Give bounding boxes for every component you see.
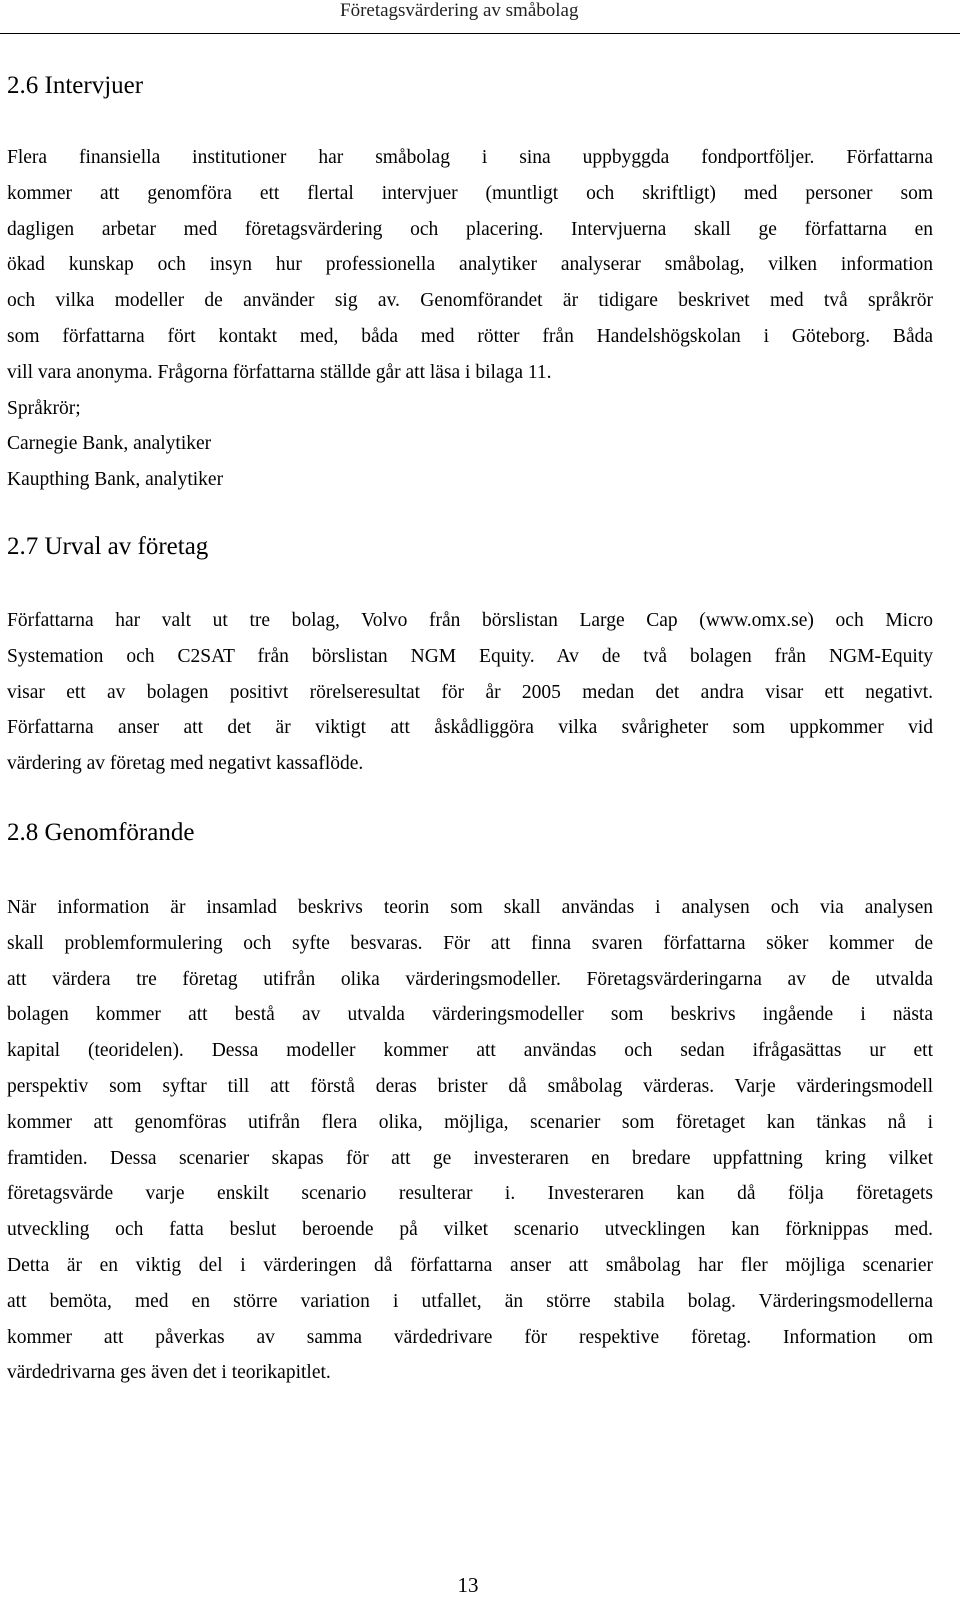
text-line: bolagen kommer att bestå av utvalda värderingsmodeller som beskrivs ingående i nästa <box>7 1004 933 1026</box>
section-heading-implementation: 2.8 Genomförande <box>7 819 195 846</box>
text-line: värdedrivarna ges även det i teorikapitlet. <box>7 1362 331 1384</box>
text-line: perspektiv som syftar till att förstå deras brister då småbolag värderas. Varje värderingsmodell <box>7 1075 933 1097</box>
header-divider <box>0 33 960 34</box>
text-line: att värdera tre företag utifrån olika värderingsmodeller. Företagsvärderingarna av de utvalda <box>7 968 933 990</box>
text-line: kapital (teoridelen). Dessa modeller kommer att användas och sedan ifrågasättas ur ett <box>7 1040 933 1062</box>
text-line: Detta är en viktig del i värderingen då författarna anser att småbolag har fler möjliga scenarier <box>7 1254 933 1276</box>
text-line: Systemation och C2SAT från börslistan NGM Equity. Av de två bolagen från NGM-Equity <box>7 645 933 667</box>
text-line: vill vara anonyma. Frågorna författarna ställde går att läsa i bilaga 11. <box>7 361 552 383</box>
list-item: Kaupthing Bank, analytiker <box>7 469 224 491</box>
text-line: framtiden. Dessa scenarier skapas för att ge investeraren en bredare uppfattning kring vilket <box>7 1147 933 1169</box>
text-line: och vilka modeller de använder sig av. Genomförandet är tidigare beskrivet med två språkrör <box>7 290 933 312</box>
running-header <box>0 0 960 23</box>
text-line: att bemöta, med en större variation i utfallet, än större stabila bolag. Värderingsmodellerna <box>7 1290 933 1312</box>
text-line: skall problemformulering och syfte besvaras. För att finna svaren författarna söker kommer de <box>7 932 933 954</box>
text-line: som författarna fört kontakt med, båda med rötter från Handelshögskolan i Göteborg. Båda <box>7 325 933 347</box>
paragraph-interviews <box>7 140 933 498</box>
list-item: Carnegie Bank, analytiker <box>7 433 212 455</box>
text-line: kommer att påverkas av samma värdedrivare för respektive företag. Information om <box>7 1326 933 1348</box>
text-line: Författarna har valt ut tre bolag, Volvo från börslistan Large Cap (www.omx.se) och Micro <box>7 610 933 631</box>
text-line: Flera finansiella institutioner har småbolag i sina uppbyggda fondportföljer. Författarna <box>7 147 933 168</box>
page-number: 13 <box>457 1573 479 1597</box>
section-heading-interviews: 2.6 Intervjuer <box>7 72 144 99</box>
section-heading-company-selection: 2.7 Urval av företag <box>7 533 209 560</box>
text-line: dagligen arbetar med företagsvärdering och placering. Intervjuerna skall ge författarna en <box>7 218 933 240</box>
text-line: När information är insamlad beskrivs teorin som skall användas i analysen och via analysen <box>7 897 933 918</box>
paragraph-implementation <box>7 890 933 1391</box>
text-line: värdering av företag med negativt kassaflöde. <box>7 753 364 775</box>
text-line: företagsvärde varje enskilt scenario resulterar i. Investeraren kan då följa företagets <box>7 1183 933 1205</box>
text-line: kommer att genomföra ett flertal intervjuer (muntligt och skriftligt) med personer som <box>7 182 933 204</box>
paragraph-company-selection <box>7 603 933 782</box>
running-header-title: Företagsvärdering av småbolag <box>340 0 579 21</box>
text-line: Författarna anser att det är viktigt att åskådliggöra vilka svårigheter som uppkommer vid <box>7 717 933 739</box>
text-line: ökad kunskap och insyn hur professionella analytiker analyserar småbolag, vilken information <box>7 254 933 276</box>
text-line: visar ett av bolagen positivt rörelseresultat för år 2005 medan det andra visar ett negativt. <box>7 681 933 703</box>
text-line: utveckling och fatta beslut beroende på vilket scenario utvecklingen kan förknippas med. <box>7 1219 933 1241</box>
list-title: Språkrör; <box>7 397 81 419</box>
text-line: kommer att genomföras utifrån flera olika, möjliga, scenarier som företaget kan tänkas nå i <box>7 1111 933 1133</box>
